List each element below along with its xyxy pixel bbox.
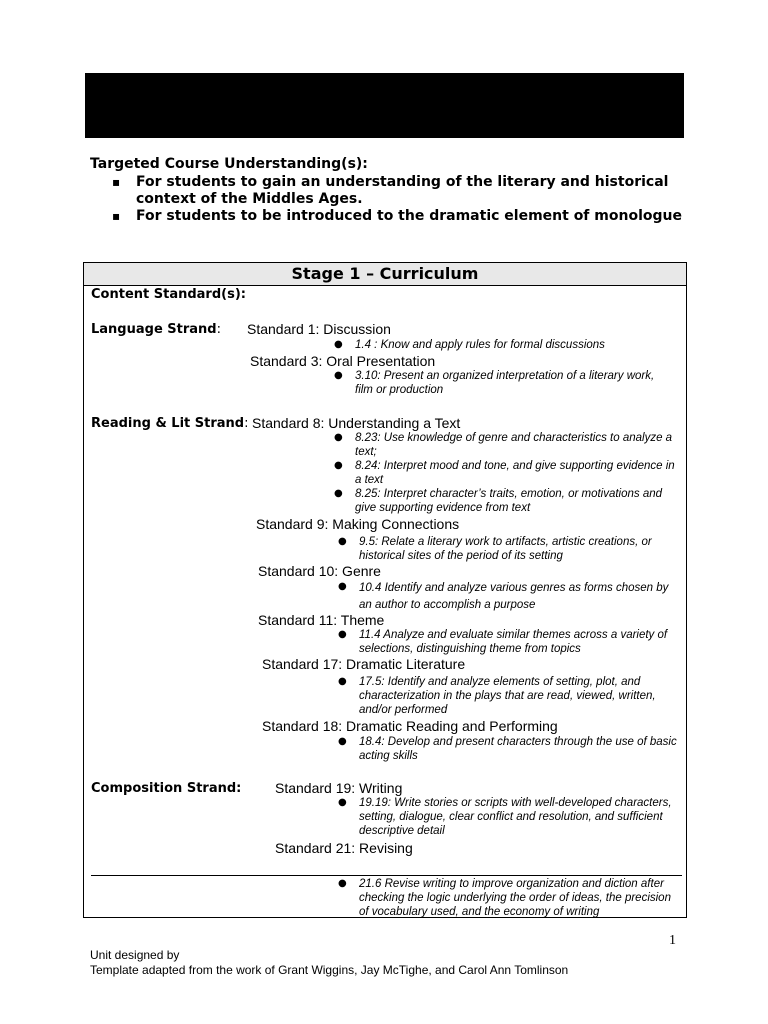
stage-title: Stage 1 – Curriculum (84, 263, 686, 286)
standard-18: Standard 18: Dramatic Reading and Performing (262, 718, 558, 734)
standard-9: Standard 9: Making Connections (256, 516, 460, 532)
language-strand-label: Language Strand: (91, 322, 222, 337)
standard-17: Standard 17: Dramatic Literature (262, 656, 466, 672)
bullet-icon: ● (338, 736, 347, 747)
standard-17-item: 17.5: Identify and analyze elements of setting, plot, and characterization in the plays that are read, viewed, written, and/or performed (359, 676, 656, 716)
standard-8-item-2: 8.24: Interpret mood and tone, and give supporting evidence in a text (355, 460, 675, 486)
standard-1-item: 1.4 : Know and apply rules for formal discussions (355, 339, 605, 351)
bullet-icon: ● (338, 581, 347, 592)
targeted-understandings-heading: Targeted Course Understanding(s): (90, 156, 368, 172)
bullet-icon: ● (338, 676, 347, 687)
standard-11: Standard 11: Theme (258, 612, 385, 628)
standard-3-item: 3.10: Present an organized interpretation of a literary work, film or production (355, 370, 655, 396)
standard-18-item: 18.4: Develop and present characters through the use of basic acting skills (359, 736, 677, 762)
list-item-text: For students to gain an understanding of the literary and historical context of the Middles Ages. (136, 174, 669, 207)
content-standards-label: Content Standard(s): (91, 287, 246, 302)
composition-strand-label: Composition Strand: (91, 781, 242, 796)
bullet-icon: ● (334, 432, 343, 443)
standard-11-item: 11.4 Analyze and evaluate similar themes across a variety of selections, distinguishing theme from topics (359, 629, 668, 655)
bullet-icon: ● (334, 488, 343, 499)
reading-strand-text: Reading & Lit Strand (91, 416, 245, 431)
bullet-icon: ● (338, 878, 347, 889)
standard-8: Standard 8: Understanding a Text (252, 415, 461, 431)
standard-1: Standard 1: Discussion (247, 321, 391, 337)
standard-10: Standard 10: Genre (258, 563, 381, 579)
standard-9-item: 9.5: Relate a literary work to artifacts, artistic creations, or historical sites of the period of its setting (359, 536, 652, 562)
reading-strand-label: Reading & Lit Strand: (91, 416, 249, 431)
bullet-icon: ● (338, 629, 347, 640)
bullet-icon: ● (338, 797, 347, 808)
page-number: 1 (669, 933, 676, 948)
standard-8-item-3: 8.25: Interpret character’s traits, emotion, or motivations and give supporting evidence from text (355, 488, 663, 514)
standard-21-item: 21.6 Revise writing to improve organization and diction after checking the logic underlying the order of ideas, the precision of vocabulary used, and the economy of writing (359, 878, 671, 918)
bullet-icon: ● (334, 339, 343, 350)
standard-21: Standard 21: Revising (275, 840, 413, 856)
standard-3: Standard 3: Oral Presentation (250, 353, 436, 369)
standard-8-item-1: 8.23: Use knowledge of genre and characteristics to analyze a text; (355, 432, 673, 458)
targeted-understandings-list (112, 174, 682, 225)
standard-10-item: 10.4 Identify and analyze various genres as forms chosen by an author to accomplish a purpose (359, 582, 669, 611)
square-bullet-icon: ▪ (112, 209, 121, 223)
footer-template-credit: Template adapted from the work of Grant Wiggins, Jay McTighe, and Carol Ann Tomlinson (90, 963, 569, 977)
language-strand-text: Language Strand (91, 322, 217, 337)
square-bullet-icon: ▪ (112, 175, 121, 189)
list-item-text: For students to be introduced to the dramatic element of monologue (136, 208, 682, 224)
list-item (112, 208, 682, 225)
standard-19-item: 19.19: Write stories or scripts with well-developed characters, setting, dialogue, clear conflict and resolution, and sufficient descriptive detail (359, 797, 672, 837)
bullet-icon: ● (334, 370, 343, 381)
list-item (112, 174, 682, 208)
title-banner (85, 73, 684, 138)
footer-designed-by: Unit designed by (90, 948, 180, 962)
standard-19: Standard 19: Writing (275, 780, 403, 796)
bullet-icon: ● (338, 536, 347, 547)
bullet-icon: ● (334, 460, 343, 471)
divider (91, 875, 682, 876)
